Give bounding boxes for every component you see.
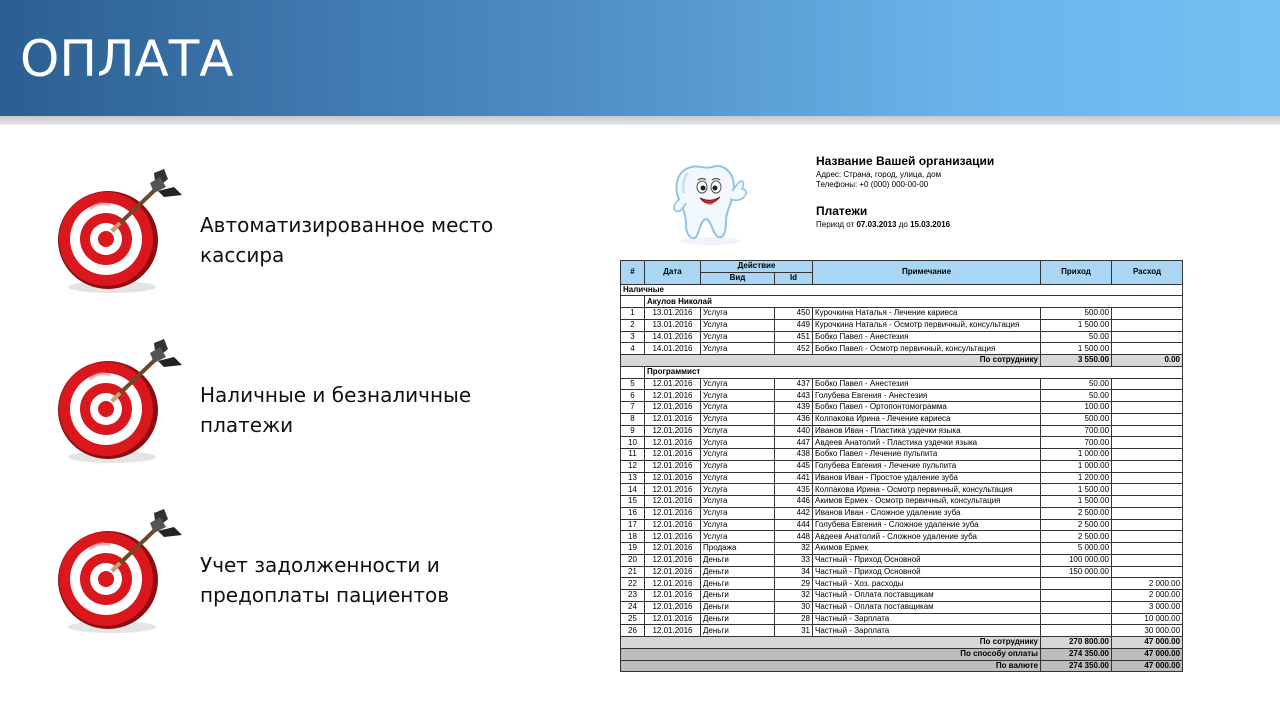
table-cell: 23 [621, 590, 645, 602]
table-row [621, 578, 1183, 590]
col-header-note: Примечание [813, 261, 1041, 285]
table-cell: 14 [621, 484, 645, 496]
table-cell: 436 [775, 413, 813, 425]
employee-name: Акулов Николай [645, 296, 1183, 308]
table-cell: 700.00 [1041, 437, 1112, 449]
table-cell: Колпакова Ирина - Лечение кариеса [813, 413, 1041, 425]
table-cell: 500.00 [1041, 308, 1112, 320]
payments-table [620, 260, 1183, 672]
table-cell: 3 000.00 [1112, 601, 1183, 613]
table-cell: 34 [775, 566, 813, 578]
feature-item-debt [50, 505, 570, 645]
table-cell: 32 [775, 543, 813, 555]
subtotal-income: 270 800.00 [1041, 637, 1112, 649]
target-dart-icon [50, 165, 190, 305]
group-row [621, 284, 1183, 296]
table-row [621, 378, 1183, 390]
table-cell: Голубева Евгения - Лечение пульпита [813, 460, 1041, 472]
table-cell: 12.01.2016 [645, 472, 701, 484]
table-cell: Услуга [701, 390, 775, 402]
table-row [621, 331, 1183, 343]
feature-item-payments [50, 335, 570, 475]
table-cell: 50.00 [1041, 390, 1112, 402]
table-cell: 435 [775, 484, 813, 496]
table-cell: 2 000.00 [1112, 590, 1183, 602]
table-cell: 1 500.00 [1041, 496, 1112, 508]
table-cell: Услуга [701, 378, 775, 390]
col-header-income: Приход [1041, 261, 1112, 285]
table-cell [1112, 402, 1183, 414]
subtotal-expense: 47 000.00 [1112, 637, 1183, 649]
table-cell: 2 500.00 [1041, 507, 1112, 519]
table-cell: 13 [621, 472, 645, 484]
table-cell [1112, 519, 1183, 531]
table-cell: 12.01.2016 [645, 613, 701, 625]
table-cell: 12.01.2016 [645, 531, 701, 543]
table-cell: Услуга [701, 449, 775, 461]
table-cell: 1 500.00 [1041, 319, 1112, 331]
table-cell [1112, 566, 1183, 578]
table-cell: Услуга [701, 413, 775, 425]
total-expense: 47 000.00 [1112, 660, 1183, 672]
table-row [621, 531, 1183, 543]
table-cell: 12.01.2016 [645, 566, 701, 578]
subtotal-income: 3 550.00 [1041, 355, 1112, 367]
subtotal-expense: 0.00 [1112, 355, 1183, 367]
table-cell: 12.01.2016 [645, 425, 701, 437]
table-cell: Услуга [701, 402, 775, 414]
table-cell [1112, 543, 1183, 555]
table-cell [1112, 378, 1183, 390]
table-cell [1041, 590, 1112, 602]
table-cell: 12.01.2016 [645, 437, 701, 449]
table-cell: 12.01.2016 [645, 460, 701, 472]
table-cell: 443 [775, 390, 813, 402]
table-cell: 444 [775, 519, 813, 531]
total-label: По способу оплаты [621, 648, 1041, 660]
table-cell: 12.01.2016 [645, 484, 701, 496]
table-row [621, 484, 1183, 496]
table-cell: 9 [621, 425, 645, 437]
table-row [621, 601, 1183, 613]
table-cell: 26 [621, 625, 645, 637]
table-cell: 3 [621, 331, 645, 343]
table-cell [1112, 496, 1183, 508]
table-cell: 21 [621, 566, 645, 578]
table-cell: 449 [775, 319, 813, 331]
table-cell: 10 000.00 [1112, 613, 1183, 625]
table-cell: Услуга [701, 519, 775, 531]
table-cell [1112, 437, 1183, 449]
feature-text-line: Автоматизированное место [200, 213, 494, 237]
table-cell: 12.01.2016 [645, 507, 701, 519]
table-cell: 50.00 [1041, 378, 1112, 390]
col-header-expense: Расход [1112, 261, 1183, 285]
table-cell [1112, 449, 1183, 461]
table-cell: 100 000.00 [1041, 554, 1112, 566]
total-row [621, 660, 1183, 672]
col-header-id: Id [775, 272, 813, 284]
table-cell: Бобко Павел - Анестезия [813, 331, 1041, 343]
table-cell [1112, 554, 1183, 566]
table-cell [1041, 601, 1112, 613]
payments-report [620, 145, 1182, 675]
table-cell: 12.01.2016 [645, 601, 701, 613]
employee-row [621, 296, 1183, 308]
table-cell: 445 [775, 460, 813, 472]
table-cell: 31 [775, 625, 813, 637]
table-row [621, 590, 1183, 602]
table-cell: Частный - Оплата поставщикам [813, 590, 1041, 602]
table-cell: Курочкина Наталья - Осмотр первичный, консультация [813, 319, 1041, 331]
tooth-mascot-icon [664, 151, 756, 247]
subtotal-label: По сотруднику [621, 355, 1041, 367]
table-cell: Услуга [701, 319, 775, 331]
table-cell: 12.01.2016 [645, 625, 701, 637]
table-cell: 10 [621, 437, 645, 449]
table-cell: 12.01.2016 [645, 496, 701, 508]
employee-row [621, 366, 1183, 378]
table-row [621, 343, 1183, 355]
table-cell: 17 [621, 519, 645, 531]
table-cell: 439 [775, 402, 813, 414]
table-cell: 28 [775, 613, 813, 625]
table-row [621, 625, 1183, 637]
table-cell: Услуга [701, 437, 775, 449]
table-cell: 8 [621, 413, 645, 425]
table-cell: 33 [775, 554, 813, 566]
period-mid: до [896, 220, 911, 229]
table-cell: 451 [775, 331, 813, 343]
table-cell: 5 000.00 [1041, 543, 1112, 555]
table-cell: 446 [775, 496, 813, 508]
table-cell: 13.01.2016 [645, 308, 701, 320]
table-cell: 442 [775, 507, 813, 519]
table-cell: 447 [775, 437, 813, 449]
table-cell: Иванов Иван - Сложное удаление зуба [813, 507, 1041, 519]
table-row [621, 402, 1183, 414]
table-row [621, 413, 1183, 425]
table-cell: 2 500.00 [1041, 519, 1112, 531]
table-cell: 150 000.00 [1041, 566, 1112, 578]
table-row [621, 390, 1183, 402]
table-cell: 440 [775, 425, 813, 437]
table-cell: 6 [621, 390, 645, 402]
table-cell [1041, 625, 1112, 637]
table-cell: 2 000.00 [1112, 578, 1183, 590]
table-cell: 12 [621, 460, 645, 472]
org-name: Название Вашей организации [816, 154, 995, 168]
table-cell: Деньги [701, 566, 775, 578]
group-label: Наличные [621, 284, 1183, 296]
table-cell: 500.00 [1041, 413, 1112, 425]
table-cell: 13.01.2016 [645, 319, 701, 331]
table-cell: Бобко Павел - Лечение пульпита [813, 449, 1041, 461]
table-cell: Частный - Зарплата [813, 613, 1041, 625]
table-cell: Частный - Приход Основной [813, 554, 1041, 566]
table-cell: 100.00 [1041, 402, 1112, 414]
table-cell: 12.01.2016 [645, 590, 701, 602]
table-cell: Бобко Павел - Ортопонтомограмма [813, 402, 1041, 414]
table-cell: Частный - Приход Основной [813, 566, 1041, 578]
table-cell: 2 [621, 319, 645, 331]
table-row [621, 613, 1183, 625]
period-prefix: Период от [816, 220, 857, 229]
total-label: По валюте [621, 660, 1041, 672]
feature-text-line: платежи [200, 413, 294, 437]
table-cell: 1 200.00 [1041, 472, 1112, 484]
table-cell: Бобко Павел - Анестезия [813, 378, 1041, 390]
table-cell: Услуга [701, 507, 775, 519]
table-cell: Колпакова Ирина - Осмотр первичный, консультация [813, 484, 1041, 496]
table-cell: Услуга [701, 425, 775, 437]
header-divider [0, 116, 1280, 125]
table-cell: 12.01.2016 [645, 378, 701, 390]
table-cell [1112, 331, 1183, 343]
table-cell: Акимов Ермек - Осмотр первичный, консультация [813, 496, 1041, 508]
table-cell: Иванов Иван - Простое удаление зуба [813, 472, 1041, 484]
table-cell: Деньги [701, 554, 775, 566]
target-dart-icon [50, 505, 190, 645]
col-header-kind: Вид [701, 272, 775, 284]
table-cell [1112, 319, 1183, 331]
feature-item-cashier [50, 165, 570, 305]
table-cell: 1 000.00 [1041, 460, 1112, 472]
table-cell: Деньги [701, 613, 775, 625]
table-cell: 16 [621, 507, 645, 519]
table-cell: Частный - Зарплата [813, 625, 1041, 637]
table-cell: 12.01.2016 [645, 390, 701, 402]
table-cell: 448 [775, 531, 813, 543]
period-from: 07.03.2013 [856, 220, 897, 229]
table-cell: 7 [621, 402, 645, 414]
feature-text-line: предоплаты пациентов [200, 583, 450, 607]
employee-name: Программист [645, 366, 1183, 378]
table-cell: 12.01.2016 [645, 413, 701, 425]
table-row [621, 425, 1183, 437]
table-cell: Авдеев Анатолий - Сложное удаление зуба [813, 531, 1041, 543]
header-banner [0, 0, 1280, 116]
table-row [621, 308, 1183, 320]
table-cell [1041, 613, 1112, 625]
table-cell: 22 [621, 578, 645, 590]
table-cell: 1 500.00 [1041, 343, 1112, 355]
table-cell: Деньги [701, 601, 775, 613]
col-header-action: Действие [701, 261, 813, 273]
table-cell: Иванов Иван - Пластика уздечки языка [813, 425, 1041, 437]
col-header-date: Дата [645, 261, 701, 285]
table-cell: Акимов Ермек [813, 543, 1041, 555]
table-cell: 14.01.2016 [645, 343, 701, 355]
table-cell: Услуга [701, 484, 775, 496]
report-period [816, 220, 950, 229]
table-cell [1112, 472, 1183, 484]
table-cell [1112, 484, 1183, 496]
table-cell: 700.00 [1041, 425, 1112, 437]
table-cell: 1 000.00 [1041, 449, 1112, 461]
table-cell [1041, 578, 1112, 590]
table-cell: 441 [775, 472, 813, 484]
table-cell: 450 [775, 308, 813, 320]
subtotal-label: По сотруднику [621, 637, 1041, 649]
table-cell: Продажа [701, 543, 775, 555]
table-cell: 24 [621, 601, 645, 613]
table-cell: 1 500.00 [1041, 484, 1112, 496]
page-title: ОПЛАТА [20, 30, 234, 88]
table-cell: Авдеев Анатолий - Пластика уздечки языка [813, 437, 1041, 449]
feature-text-line: Наличные и безналичные [200, 383, 472, 407]
table-cell: Услуга [701, 308, 775, 320]
table-cell: 20 [621, 554, 645, 566]
table-row [621, 566, 1183, 578]
table-cell: 12.01.2016 [645, 402, 701, 414]
table-cell: Услуга [701, 496, 775, 508]
table-cell [1112, 507, 1183, 519]
table-cell: Бобко Павел - Осмотр первичный, консультация [813, 343, 1041, 355]
table-cell: 18 [621, 531, 645, 543]
table-cell: 14.01.2016 [645, 331, 701, 343]
period-to: 15.03.2016 [910, 220, 951, 229]
table-cell [621, 366, 645, 378]
table-cell: Курочкина Наталья - Лечение кариеса [813, 308, 1041, 320]
feature-text-line: Учет задолженности и [200, 553, 440, 577]
org-phone: Телефоны: +0 (000) 000-00-00 [816, 180, 929, 189]
table-cell: 19 [621, 543, 645, 555]
table-row [621, 437, 1183, 449]
table-row [621, 543, 1183, 555]
table-cell: Услуга [701, 460, 775, 472]
table-cell: 452 [775, 343, 813, 355]
report-title: Платежи [816, 204, 868, 218]
table-cell: Голубева Евгения - Сложное удаление зуба [813, 519, 1041, 531]
table-cell: 12.01.2016 [645, 449, 701, 461]
table-row [621, 449, 1183, 461]
table-row [621, 472, 1183, 484]
table-row [621, 554, 1183, 566]
table-cell: Деньги [701, 578, 775, 590]
table-cell: 12.01.2016 [645, 519, 701, 531]
table-row [621, 460, 1183, 472]
table-cell [1112, 425, 1183, 437]
table-cell [1112, 308, 1183, 320]
table-cell: 1 [621, 308, 645, 320]
table-cell: 11 [621, 449, 645, 461]
table-cell: 437 [775, 378, 813, 390]
table-cell: 12.01.2016 [645, 578, 701, 590]
table-row [621, 319, 1183, 331]
table-cell: Частный - Оплата поставщикам [813, 601, 1041, 613]
table-cell: 30 000.00 [1112, 625, 1183, 637]
total-row [621, 648, 1183, 660]
total-income: 274 350.00 [1041, 648, 1112, 660]
table-cell: 5 [621, 378, 645, 390]
table-cell [1112, 390, 1183, 402]
table-cell [1112, 343, 1183, 355]
feature-text-line: кассира [200, 243, 285, 267]
table-cell: Услуга [701, 531, 775, 543]
table-cell: Деньги [701, 625, 775, 637]
table-cell: 30 [775, 601, 813, 613]
table-cell: Услуга [701, 331, 775, 343]
table-cell: 4 [621, 343, 645, 355]
table-cell: 29 [775, 578, 813, 590]
table-cell: 2 500.00 [1041, 531, 1112, 543]
table-cell: 438 [775, 449, 813, 461]
table-cell [1112, 460, 1183, 472]
table-cell: 12.01.2016 [645, 543, 701, 555]
table-row [621, 507, 1183, 519]
table-cell: Услуга [701, 472, 775, 484]
total-income: 274 350.00 [1041, 660, 1112, 672]
table-cell: Услуга [701, 343, 775, 355]
org-address: Адрес: Страна, город, улица, дом [816, 170, 942, 179]
table-cell: 12.01.2016 [645, 554, 701, 566]
table-body [621, 284, 1183, 672]
table-cell [1112, 531, 1183, 543]
table-row [621, 519, 1183, 531]
table-cell: Голубева Евгения - Анестезия [813, 390, 1041, 402]
table-cell: 32 [775, 590, 813, 602]
table-cell [621, 296, 645, 308]
table-cell: Частный - Хоз. расходы [813, 578, 1041, 590]
table-cell: 50.00 [1041, 331, 1112, 343]
subtotal-row [621, 355, 1183, 367]
table-cell [1112, 413, 1183, 425]
table-cell: Деньги [701, 590, 775, 602]
table-row [621, 496, 1183, 508]
total-expense: 47 000.00 [1112, 648, 1183, 660]
target-dart-icon [50, 335, 190, 475]
subtotal-row [621, 637, 1183, 649]
table-cell: 25 [621, 613, 645, 625]
col-header-num: # [621, 261, 645, 285]
table-cell: 15 [621, 496, 645, 508]
